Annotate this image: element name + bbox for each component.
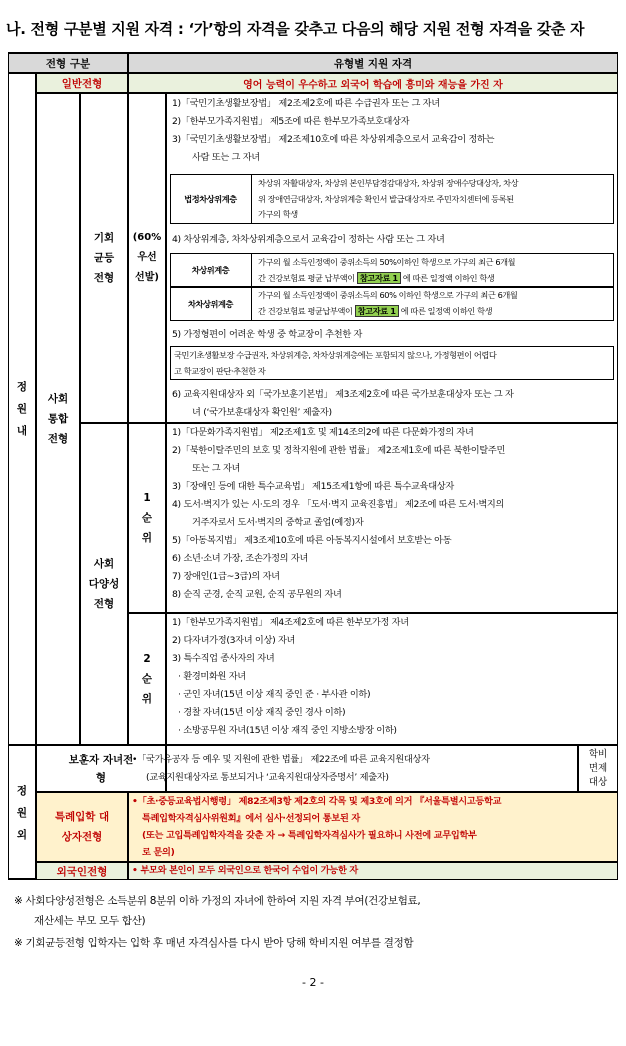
note-2: ※ 기회균등전형 입학자는 입학 후 매년 자격심사를 다시 받아 당해 학비지원 여부를 결정함 [14,937,414,949]
social-diversity-label: 사회 다양성 전형 [80,423,128,745]
rank-1-label: 1 순 위 [128,423,166,613]
list-item: 4) 도서·벽지가 있는 시·도의 경우 「도서·벽지 교육진흥법」 제2조에 따른 도서·벽지의 [172,499,505,510]
inside-quota-label: 정 원 내 [8,73,36,745]
box1-line-a: 차상위 자활대상자, 차상위 본인부담경감대상자, 차상위 장애수당대상자, 차상 [258,178,519,188]
list-item: · 군인 자녀(15년 이상 재직 중인 준 · 부사관 이하) [178,689,371,700]
list-item: 5)「아동복지법」 제3조제10호에 따른 아동복지시설에서 보호받는 아동 [172,535,452,546]
eq-line-4: 4) 차상위계층, 차차상위계층으로서 교육감이 정하는 사람 또는 그 자녀 [172,234,445,245]
veteran-line-b: (교육지원대상자로 통보되거나 ‘교육지원대상자증명서’ 제출자) [146,772,389,783]
priority-60-label: (60% 우선 선발) [128,93,166,423]
list-item: 8) 순직 군경, 순직 교원, 순직 공무원의 자녀 [172,589,342,600]
list-item: 거주자로서 도서·벽지의 중학교 졸업(예정)자 [192,517,364,528]
legal-near-poverty-label: 법정차상위계층 [170,174,252,224]
header-type: 전형 구분 [8,53,128,73]
list-item: 7) 장애인(1급~3급)의 자녀 [172,571,280,582]
general-track-label: 일반전형 [36,73,128,93]
veteran-track-label: 보훈자 자녀전형 [36,745,166,792]
list-item: 1)「한부모가족지원법」 제4조제2호에 따른 한부모가정 자녀 [172,617,409,628]
box2-line-a: 가구의 월 소득인정액이 중위소득의 50%이하인 학생으로 가구의 최근 6개월 [258,257,516,267]
eq-line-3b: 사람 또는 그 자녀 [192,152,260,163]
list-item: · 경찰 자녀(15년 이상 재직 중인 경사 이하) [178,707,346,718]
special-line-d: 로 문의) [142,847,175,858]
list-item: 3) 특수직업 종사자의 자녀 [172,653,275,664]
list-item: 2)「북한이탈주민의 보호 및 정착지원에 관한 법률」 제2조제1호에 따른 북한이탈주민 [172,445,506,456]
eq-line-1: 1)「국민기초생활보장법」 제2조제2호에 따른 수급권자 또는 그 자녀 [172,98,440,109]
box1-line-c: 가구의 학생 [258,209,298,219]
box3-line-a: 가구의 월 소득인정액이 중위소득의 60% 이하인 학생으로 가구의 최근 6개월 [258,290,518,300]
header-qualification: 유형별 지원 자격 [128,53,618,73]
foreigner-track-label: 외국인전형 [36,862,128,880]
near-poverty-label: 차상위계층 [170,253,252,287]
general-track-desc: 영어 능력이 우수하고 외국어 학습에 흥미와 재능을 가진 자 [128,73,618,93]
list-item: 3)「장애인 등에 대한 특수교육법」 제15조제1항에 따른 특수교육대상자 [172,481,454,492]
eq-line-5: 5) 가정형편이 어려운 학생 중 학교장이 추천한 자 [172,329,363,340]
note-1a: ※ 사회다양성전형은 소득분위 8분위 이하 가정의 자녀에 한하여 지원 자격 부여(건강보험료, [14,895,421,907]
eq-line-3a: 3)「국민기초생활보장법」 제2조제10호에 따른 차상위계층으로서 교육감이 정하는 [172,134,495,145]
reference-1-badge: 참고자료 1 [357,272,401,284]
rank-1-list [172,424,505,604]
special-admission-text [132,793,501,861]
veteran-line-a: •「국가유공자 등 예우 및 지원에 관한 법률」 제22조에 따른 교육지원대상자 [132,754,430,765]
special-line-c: (또는 고입특례입학자격을 갖춘 자 → 특례입학자격심사가 필요하니 사전에 교무입학부 [142,830,477,841]
list-item: 2) 다자녀가정(3자녀 이상) 자녀 [172,635,296,646]
box1-line-b: 위 장애연금대상자, 차상위계층 확인서 발급대상자로 주민자치센터에 등록된 [258,194,514,204]
box4-line-b: 고 학교장이 판단·추천한 자 [174,366,266,376]
near-near-poverty-label: 차차상위계층 [170,287,252,321]
box3-line-b: 간 건강보험료 평균납부액이 참고자료 1 에 따른 일정액 이하인 학생 [258,306,493,316]
list-item: 또는 그 자녀 [192,463,241,474]
list-item: 6) 소년·소녀 가장, 조손가정의 자녀 [172,553,309,564]
note-1b: 재산세는 부모 모두 합산) [34,915,146,927]
list-item: 1)「다문화가족지원법」 제2조제1호 및 제14조의2에 따른 다문화가정의 자녀 [172,427,474,438]
special-line-b: 특례입학자격심사위원회』에서 심사·선정되어 통보된 자 [142,813,361,824]
list-item: · 환경미화원 자녀 [178,671,246,682]
box2-line-b: 간 건강보험료 평균 납부액이 참고자료 1 에 따른 일정액 이하인 학생 [258,273,495,283]
eq-line-2: 2)「한부모가족지원법」 제5조에 따른 한부모가족보호대상자 [172,116,410,127]
special-line-a: •「초·중등교육법시행령」 제82조제3항 제2호의 각목 및 제3호에 의거 『서울특별시고등학교 [132,796,502,807]
rank-2-list [172,614,409,740]
tuition-exempt-label: 학비 면제 대상 [578,745,618,792]
page-title: 나. 전형 구분별 지원 자격 : ‘가’항의 자격을 갖추고 다음의 해당 지원 전형 자격을 갖춘 자 [6,20,585,38]
eq-line-6a: 6) 교육지원대상자 외「국가보훈기본법」 제3조제2호에 따른 국가보훈대상자 또는 그 자 [172,389,514,400]
outside-quota-label: 정 원 외 [8,745,36,880]
social-integration-label: 사회 통합 전형 [36,93,80,745]
box4-line-a: 국민기초생활보장 수급권자, 차상위계층, 차차상위계층에는 포함되지 않으나, 가정형편이 어렵다 [174,350,497,360]
rank-2-label: 2 순 위 [128,613,166,745]
eq-line-6b: 녀 (‘국가보훈대상자 확인원’ 제출자) [192,407,332,418]
special-admission-label: 특례입학 대상자전형 [36,792,128,862]
list-item: · 소방공무원 자녀(15년 이상 재직 중인 지방소방장 이하) [178,725,397,736]
foreigner-track-desc: • 부모와 본인이 모두 외국인으로 한국어 수업이 가능한 자 [132,865,358,876]
reference-1-badge: 참고자료 1 [355,305,399,317]
page-number: - 2 - [302,976,324,989]
equal-opportunity-label: 기회 균등 전형 [80,93,128,423]
